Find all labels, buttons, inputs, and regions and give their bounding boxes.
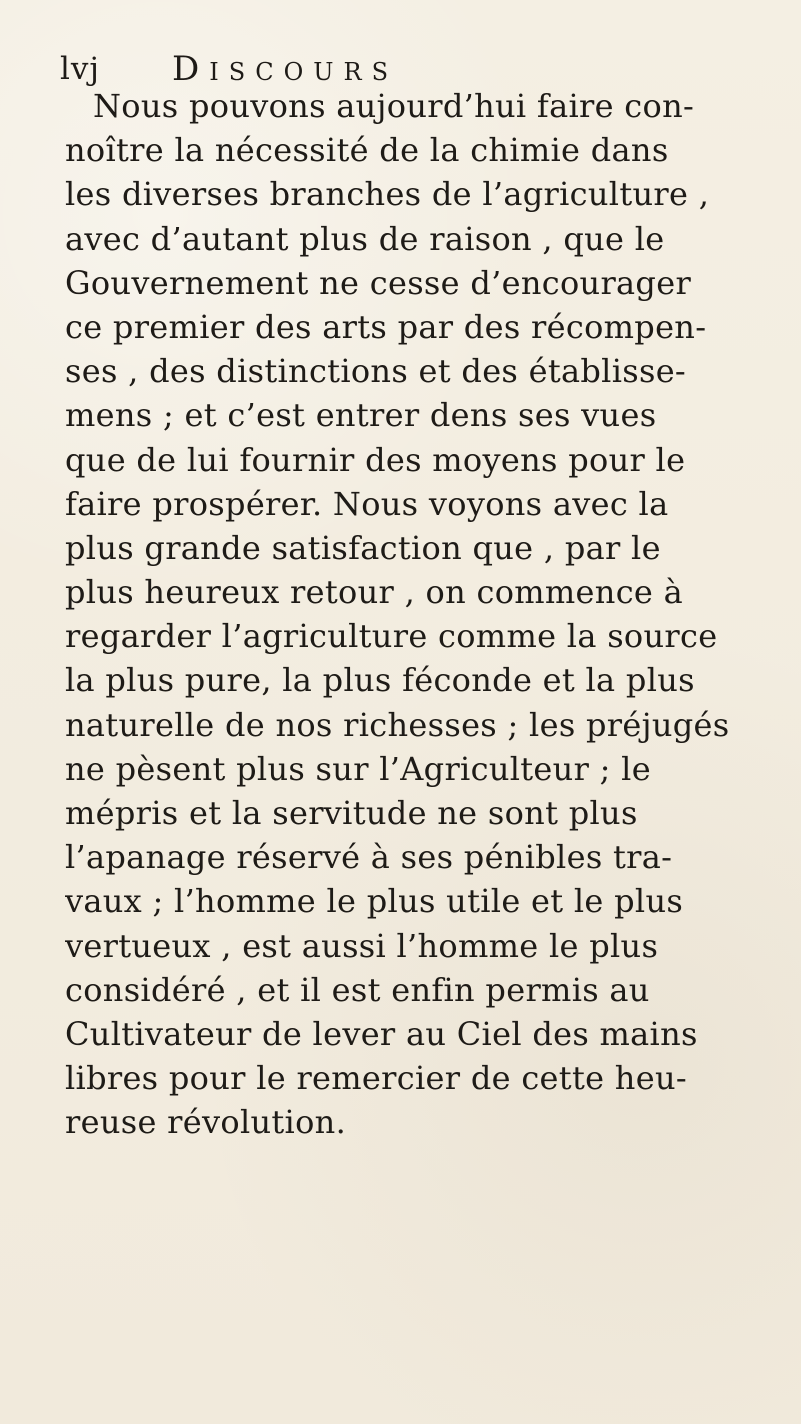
text-line: faire prospérer. Nous voyons avec la bbox=[65, 484, 669, 523]
text-line: mépris et la servitude ne sont plus bbox=[65, 794, 638, 832]
text-line: les diverses branches de l’agriculture , bbox=[65, 175, 710, 214]
text-line: que de lui fournir des moyens pour le bbox=[65, 440, 686, 479]
text-line: considéré , et il est enfin permis au bbox=[65, 970, 650, 1009]
text-line: Gouvernement ne cesse d’encourager bbox=[65, 263, 692, 302]
text-line: noître la nécessité de la chimie dans bbox=[65, 131, 669, 170]
text-line: la plus pure, la plus féconde et la plus bbox=[65, 661, 695, 700]
text-line: regarder l’agriculture comme la source bbox=[65, 617, 718, 656]
text-line: Cultivateur de lever au Ciel des mains bbox=[65, 1014, 698, 1053]
text-line: reuse révolution. bbox=[65, 1103, 347, 1142]
text-line: ses , des distinctions et des établisse- bbox=[65, 352, 687, 391]
text-line: naturelle de nos richesses ; les préjugés bbox=[65, 705, 730, 744]
text-line: vertueux , est aussi l’homme le plus bbox=[65, 926, 659, 965]
text-line: ne pèsent plus sur l’Agriculteur ; le bbox=[65, 749, 651, 788]
text-line: Nous pouvons aujourd’hui faire con- bbox=[93, 87, 695, 125]
header-title: Discours bbox=[172, 49, 399, 89]
text-line: plus grande satisfaction que , par le bbox=[65, 528, 661, 567]
text-line: avec d’autant plus de raison , que le bbox=[65, 219, 665, 258]
body-text bbox=[65, 84, 745, 1145]
text-line: libres pour le remercier de cette heu- bbox=[65, 1059, 687, 1098]
text-line: l’apanage réservé à ses pénibles tra- bbox=[65, 838, 673, 877]
text-line: mens ; et c’est entrer dens ses vues bbox=[65, 396, 657, 435]
text-line: ce premier des arts par des récompen- bbox=[65, 307, 707, 346]
text-line: plus heureux retour , on commence à bbox=[65, 573, 683, 612]
page-number: lvj bbox=[60, 50, 101, 87]
text-line: vaux ; l’homme le plus utile et le plus bbox=[65, 882, 684, 921]
